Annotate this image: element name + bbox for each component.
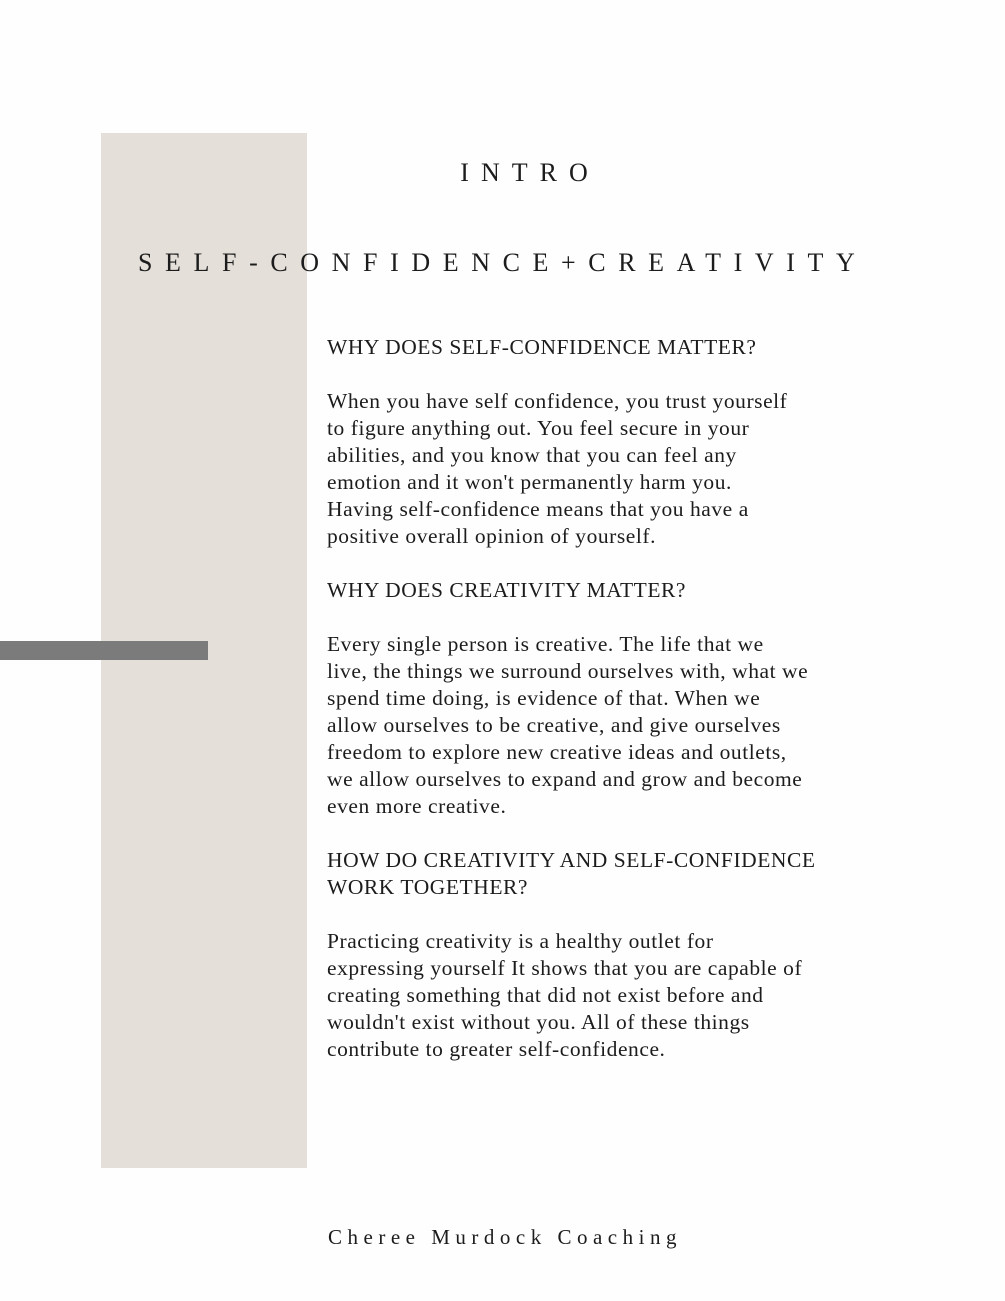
- section-body: Every single person is creative. The life that we live, the things we surround ourselves with, what we spend time doing, is evidence of that. When we allow ourselves to be creative, and give ourselves freedom to explore new creative ideas and outlets, we allow ourselves to expand and grow and become even more creative.: [327, 632, 809, 818]
- section-body: When you have self confidence, you trust yourself to figure anything out. You feel secure in your abilities, and you know that you can feel any emotion and it won't permanently harm you. Having self-confidence means that you have a positive overall opinion of yourself.: [327, 389, 788, 548]
- decorative-accent-bar: [0, 641, 208, 660]
- footer-brand: Cheree Murdock Coaching: [328, 1225, 682, 1249]
- main-content: [327, 334, 927, 1090]
- section-body: Practicing creativity is a healthy outlet for expressing yourself It shows that you are capable of creating something that did not exist before and wouldn't exist without you. All of these things contribute to greater self-confidence.: [327, 929, 803, 1061]
- section-heading: WHY DOES SELF-CONFIDENCE MATTER?: [327, 335, 757, 359]
- section-heading: WHY DOES CREATIVITY MATTER?: [327, 578, 687, 602]
- section-heading: HOW DO CREATIVITY AND SELF-CONFIDENCE WORK TOGETHER?: [327, 848, 816, 899]
- intro-heading: INTRO: [460, 158, 600, 187]
- page-title: SELF-CONFIDENCE+CREATIVITY: [138, 248, 868, 277]
